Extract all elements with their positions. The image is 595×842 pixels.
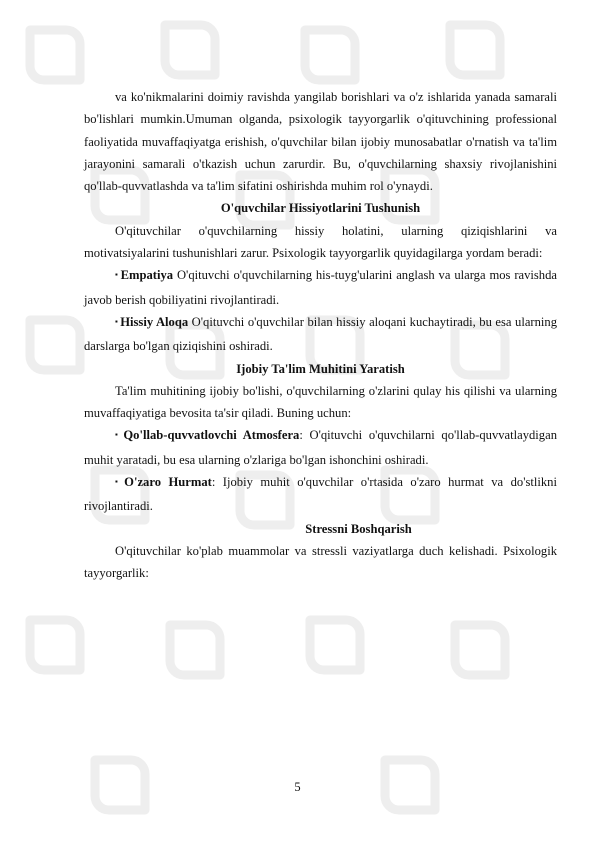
bullet-icon: ▪: [115, 270, 119, 280]
list-item-text: O'qituvchi o'quvchilarning his-tuyg'ularini anglash va ularga mos ravishda javob berish qobiliyatini rivojlantiradi.: [84, 268, 557, 307]
bullet-icon: ▪: [115, 430, 122, 440]
list-item-emotional-connection: [84, 311, 557, 358]
list-item-term: O'zaro Hurmat: [124, 475, 212, 490]
emotions-paragraph: O'qituvchilar o'quvchilarning hissiy holatini, ularning qiziqishlarini va motivatsiyalarini tushunishlari zarur. Psixologik tayyorgarlik quyidagilarga yordam beradi:: [84, 223, 557, 261]
page-number: 5: [294, 780, 301, 794]
bullet-icon: ▪: [115, 477, 123, 487]
stress-paragraph: O'qituvchilar ko'plab muammolar va stressli vaziyatlarga duch kelishadi. Psixologik tayyorgarlik:: [84, 543, 557, 581]
list-item-text: O'qituvchi o'quvchilar bilan hissiy aloqani kuchaytiradi, bu esa ularning darslarga bo'lgan qiziqishini oshiradi.: [84, 314, 557, 354]
list-item-text: : O'qituvchi o'quvchilarni qo'llab-quvvatlaydigan muhit yaratadi, bu esa ularning o'zlariga bo'lgan ishonchini oshiradi.: [84, 428, 557, 467]
environment-paragraph: Ta'lim muhitining ijobiy bo'lishi, o'quvchilarning o'zlarini qulay his qilishi va ularning muvaffaqiyatiga bevosita ta'sir qiladi. Buning uchun:: [84, 383, 557, 421]
list-item-term: Hissiy Aloqa: [120, 314, 189, 329]
list-item-mutual-respect: [84, 471, 557, 518]
section-heading-stress: Stressni Boshqarish: [305, 521, 412, 536]
list-item-supportive-atmosphere: [84, 424, 557, 471]
section-heading-emotions: O'quvchilar Hissiyotlarini Tushunish: [220, 201, 421, 216]
bullet-icon: ▪: [115, 316, 119, 326]
list-item-empathy: [84, 264, 557, 311]
list-item-term: Empatiya: [120, 268, 174, 283]
section-heading-environment: Ijobiy Ta'lim Muhitini Yaratish: [236, 361, 405, 376]
list-item-term: Qo'llab-quvvatlovchi Atmosfera: [123, 428, 300, 443]
document-body: [84, 86, 557, 585]
list-item-text: : Ijobiy muhit o'quvchilar o'rtasida o'zaro hurmat va do'stlikni rivojlantiradi.: [84, 475, 557, 514]
intro-paragraph: va ko'nikmalarini doimiy ravishda yangilab borishlari va o'z ishlarida yanada samarali bo'lishlari mumkin.Umuman olganda, psixologik tayyorgarlik o'qituvchining professional faoliyatida muvaffaqiyatga erishish, o'quvchilar bilan ijobiy munosabatlar o'rnatish va ta'lim jarayonini samarali o'tkazish uchun zarurdir. Bu, o'quvchilarning shaxsiy rivojlanishini qo'llab-quvvatlashda va ta'lim sifatini oshirishda muhim rol o'ynaydi.: [84, 90, 557, 194]
